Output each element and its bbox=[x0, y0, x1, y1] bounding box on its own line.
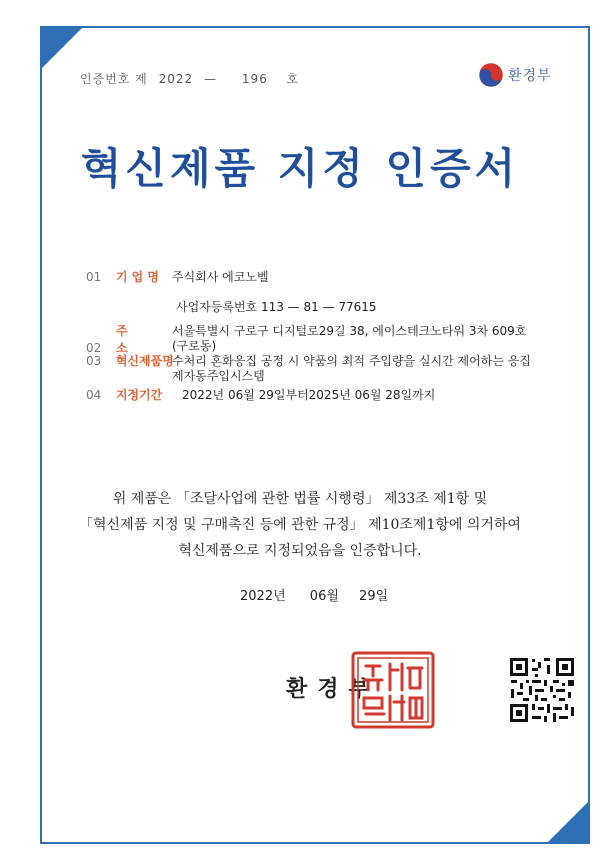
field-value: 수처리 혼화응집 공정 시 약품의 최적 주입량을 실시간 제어하는 응집 bbox=[172, 354, 531, 368]
field-number: 02 bbox=[86, 341, 102, 355]
cert-dash: — bbox=[203, 72, 217, 86]
cert-number: 196 bbox=[241, 72, 268, 86]
issuer-name: 환경부 bbox=[286, 676, 380, 702]
field-product bbox=[86, 352, 531, 383]
field-label: 혁신제품명 bbox=[115, 354, 174, 368]
issue-date bbox=[240, 585, 392, 604]
field-value: 서울특별시 구로구 디지털로29길 38, 에이스테크노타워 3차 609호 bbox=[172, 324, 527, 338]
field-value-line2: (구로동) bbox=[172, 339, 217, 353]
field-period bbox=[86, 386, 436, 403]
certificate-title: 혁신제품 지정 인증서 bbox=[80, 144, 520, 193]
field-number: 01 bbox=[86, 270, 102, 284]
body-line-3: 혁신제품으로 지정되었음을 인증합니다. bbox=[178, 543, 422, 559]
field-number: 04 bbox=[86, 388, 102, 402]
field-address bbox=[86, 322, 527, 356]
corner-decoration-bottom-right bbox=[546, 800, 590, 844]
certificate-number bbox=[80, 70, 305, 87]
field-label: 지정기간 bbox=[115, 388, 163, 402]
field-label: 주 소 bbox=[115, 324, 141, 355]
body-line-2: 「혁신제품 지정 및 구매촉진 등에 관한 규정」 제10조제1항에 의거하여 bbox=[79, 517, 521, 533]
cert-year: 2022 bbox=[158, 72, 194, 86]
field-value: 2022년 06월 29일부터2025년 06월 28일까지 bbox=[182, 388, 436, 402]
taegeuk-emblem-icon bbox=[478, 62, 504, 88]
field-number: 03 bbox=[86, 354, 102, 368]
issue-month: 06월 bbox=[309, 589, 339, 604]
issue-year: 2022년 bbox=[240, 589, 286, 604]
business-registration-number: 사업자등록번호 113 — 81 — 77615 bbox=[176, 300, 377, 314]
ministry-logo bbox=[478, 62, 552, 88]
field-label: 기 업 명 bbox=[115, 270, 159, 284]
official-seal-icon bbox=[350, 650, 436, 730]
body-line-1: 위 제품은 「조달사업에 관한 법률 시행령」 제33조 제1항 및 bbox=[112, 491, 488, 507]
ministry-name: 환경부 bbox=[508, 68, 552, 84]
cert-number-prefix: 인증번호 제 bbox=[80, 72, 148, 86]
corner-decoration-top-left bbox=[40, 26, 84, 70]
field-value: 주식회사 에코노벨 bbox=[172, 270, 269, 284]
field-company bbox=[86, 268, 269, 285]
cert-suffix: 호 bbox=[286, 72, 300, 86]
issue-day: 29일 bbox=[359, 589, 389, 604]
field-value-line2: 제자동주입시스템 bbox=[172, 369, 265, 383]
qr-code-icon bbox=[508, 656, 576, 724]
